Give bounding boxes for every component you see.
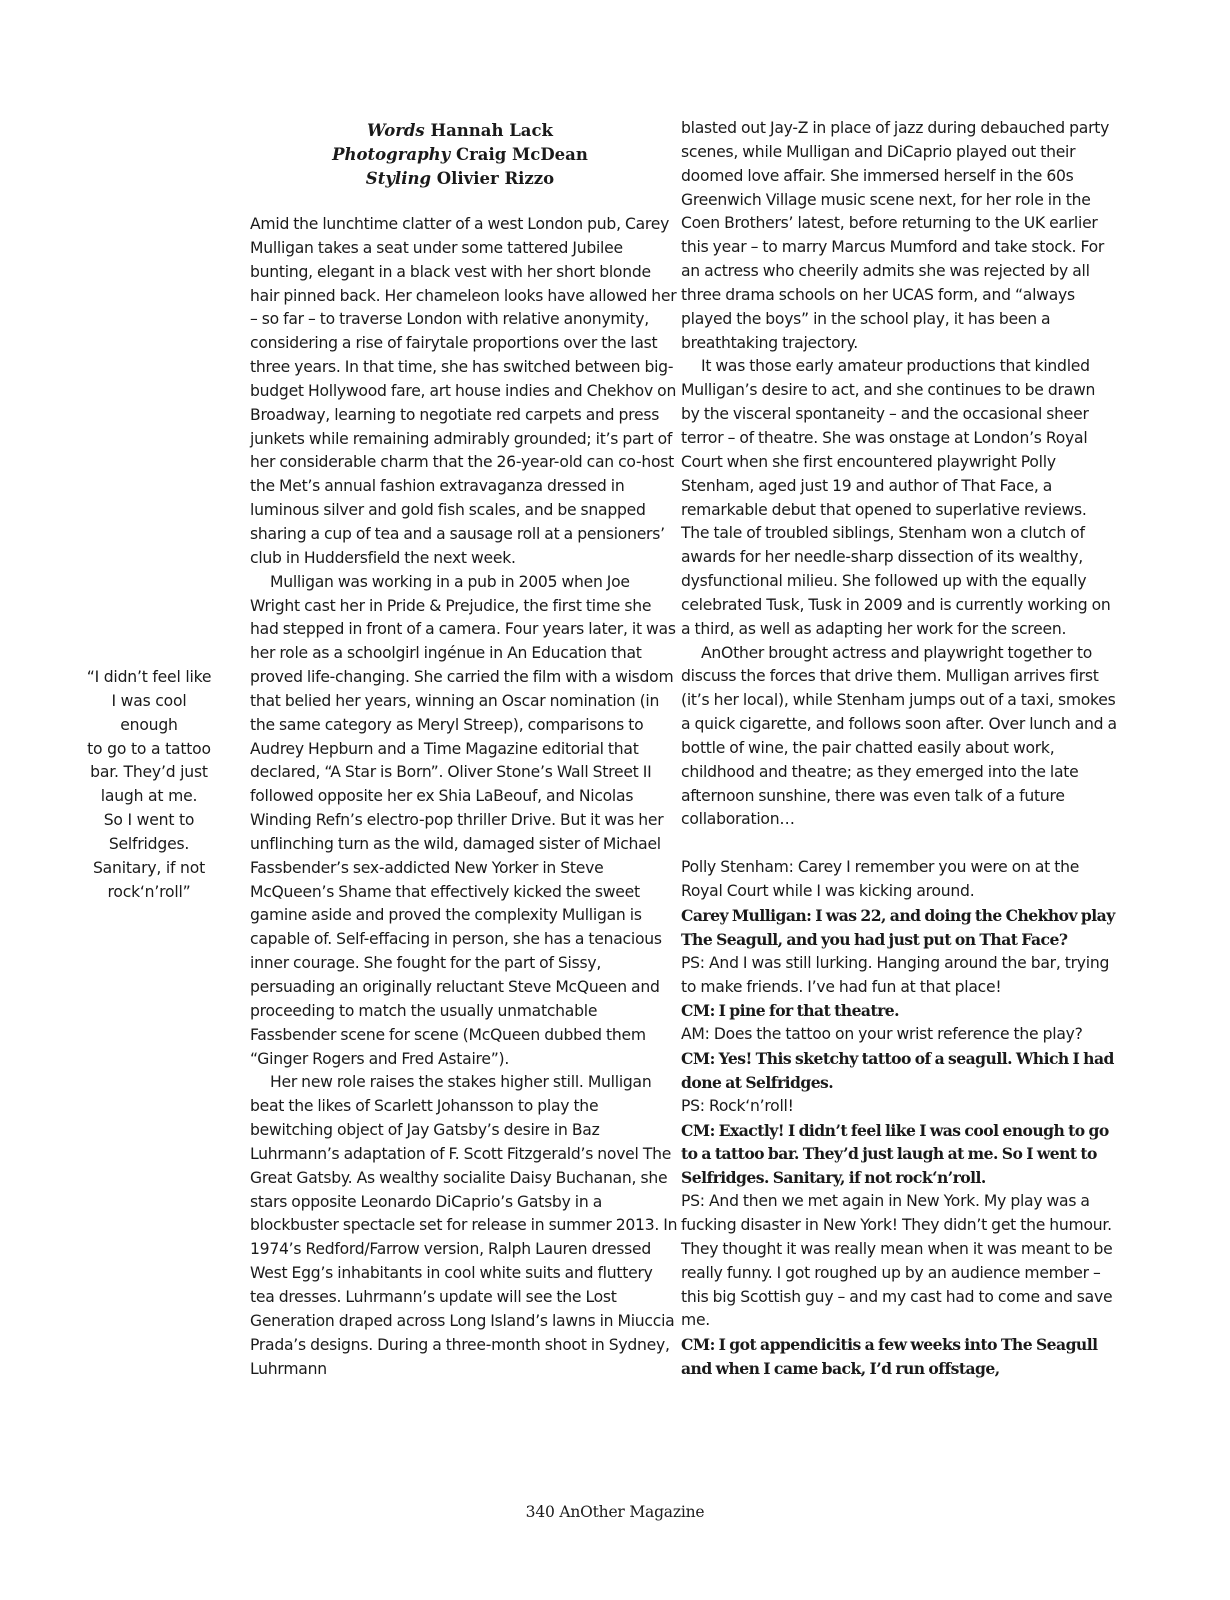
page-footer: 340 AnOther Magazine (525, 1503, 705, 1521)
body-paragraph: It was those early amateur productions that kindled Mulligan’s desire to act, and she continues to be drawn by the visceral spontaneity – and the occasional sheer terror – of theatre. She was onstage at London’s Royal Court when she first encountered playwright Polly Stenham, aged just 19 and author of That Face, a remarkable debut that opened to superlative reviews. The tale of troubled siblings, Stenham won a clutch of awards for her needle-sharp dissection of its wealthy, dysfunctional milieu. She followed up with the equally celebrated Tusk, Tusk in 2009 and is currently working on a third, as well as adapting her work for the screen. (681, 357, 1111, 638)
pull-quote (70, 666, 228, 904)
right-column (681, 117, 1117, 1381)
credit-role: Words (367, 121, 425, 140)
credit-name: Olivier Rizzo (436, 169, 555, 188)
body-paragraph: AnOther brought actress and playwright together to discuss the forces that drive them. Mulligan arrives first (it’s her local), while Stenham jumps out of a taxi, smokes a quick cigarette, and follows soon after. Over lunch and a bottle of wine, the pair chatted easily about work, childhood and theatre; as they emerged into the late afternoon sunshine, there was even talk of a future collaboration… (681, 643, 1117, 829)
pull-quote-line: “I didn’t feel like (86, 668, 212, 686)
credit-words (250, 119, 670, 143)
interview-line-cm: CM: I pine for that theatre. (681, 1001, 900, 1021)
interview-line-cm: Carey Mulligan: I was 22, and doing the Chekhov play The Seagull, and you had just put on That Face? (681, 906, 1115, 949)
credit-role: Photography (332, 145, 451, 164)
body-paragraph: Mulligan was working in a pub in 2005 when Joe Wright cast her in Pride & Prejudice, the first time she had stepped in front of a camera. Four years later, it was her role as a schoolgirl ingénue in An Education that proved life-changing. She carried the film with a wisdom that belied her years, winning an Oscar nomination (in the same category as Meryl Streep), comparisons to Audrey Hepburn and a Time Magazine editorial that declared, “A Star is Born”. Oliver Stone’s Wall Street II followed opposite her ex Shia LaBeouf, and Nicolas Winding Refn’s electro-pop thriller Drive. But it was her unflinching turn as the wild, damaged sister of Michael Fassbender’s sex-addicted New Yorker in Steve McQueen’s Shame that effectively kicked the sweet gamine aside and proved the complexity Mulligan is capable of. Self-effacing in person, she has a tenacious inner courage. She fought for the part of Sissy, persuading an originally reluctant Steve McQueen and proceeding to match the usually unmatchable Fassbender scene for scene (McQueen dubbed them “Ginger Rogers and Fred Astaire”). (250, 572, 676, 1068)
pull-quote-line: Sanitary, if not (92, 858, 205, 877)
article-credits (250, 119, 670, 191)
pull-quote-line: bar. They’d just (90, 763, 208, 782)
credit-styling (250, 167, 670, 191)
pull-quote-line: to go to a tattoo (87, 739, 211, 758)
credit-photography (250, 143, 670, 167)
left-column (250, 213, 680, 1381)
pull-quote-line: I was cool (111, 691, 187, 710)
pull-quote-line: Selfridges. (108, 834, 190, 853)
interview-line-cm: CM: Exactly! I didn’t feel like I was cool enough to go to a tattoo bar. They’d just laugh at me. So I went to Selfridges. Sanitary, if not rock‘n’roll. (681, 1120, 1109, 1188)
credit-role: Styling (365, 169, 431, 188)
credit-name: Hannah Lack (430, 121, 553, 140)
body-paragraph: blasted out Jay-Z in place of jazz during debauched party scenes, while Mulligan and DiCaprio played out their doomed love affair. She immersed herself in the 60s Greenwich Village music scene next, for her role in the Coen Brothers’ latest, before returning to the UK earlier this year – to marry Marcus Mumford and take stock. For an actress who cheerily admits she was rejected by all three drama schools on her UCAS form, and “always played the boys” in the school play, it has been a breathtaking trajectory. (681, 119, 1110, 352)
body-paragraph: Amid the lunchtime clatter of a west London pub, Carey Mulligan takes a seat under some tattered Jubilee bunting, elegant in a black vest with her short blonde hair pinned back. Her chameleon looks have allowed her – so far – to traverse London with relative anonymity, considering a rise of fairytale proportions over the last three years. In that time, she has switched between big-budget Hollywood fare, art house indies and Chekhov on Broadway, learning to negotiate red carpets and press junkets while remaining admirably grounded; it’s part of her considerable charm that the 26-year-old can co-host the Met’s annual fashion extravaganza dressed in luminous silver and gold fish scales, and be snapped sharing a cup of tea and a sausage roll at a pensioners’ club in Huddersfield the next week. (250, 215, 677, 567)
credit-name: Craig McDean (455, 145, 588, 164)
section-gap (681, 832, 1117, 856)
pull-quote-line: laugh at me. (100, 787, 198, 806)
pull-quote-line: rock‘n’roll” (107, 882, 191, 901)
interview-line-cm: CM: I got appendicitis a few weeks into The Seagull and when I came back, I’d run offstage, (681, 1335, 1098, 1379)
pull-quote-line: enough (120, 715, 178, 734)
interview-line-cm: CM: Yes! This sketchy tattoo of a seagull. Which I had done at Selfridges. (681, 1049, 1114, 1092)
interview-line-ps: PS: And I was still lurking. Hanging around the bar, trying to make friends. I’ve had fun at that place! (681, 953, 1110, 996)
body-paragraph: Her new role raises the stakes higher still. Mulligan beat the likes of Scarlett Johansson to play the bewitching object of Jay Gatsby’s desire in Baz Luhrmann’s adaptation of F. Scott Fitzgerald’s novel The Great Gatsby. As wealthy socialite Daisy Buchanan, she stars opposite Leonardo DiCaprio’s Gatsby in a blockbuster spectacle set for release in summer 2013. In 1974’s Redford/Farrow version, Ralph Lauren dressed West Egg’s inhabitants in cool white suits and fluttery tea dresses. Luhrmann’s update will see the Lost Generation draped across Long Island’s lawns in Miuccia Prada’s designs. During a three-month shoot in Sydney, Luhrmann (250, 1073, 678, 1378)
pull-quote-line: So I went to (103, 811, 195, 830)
interview-line-am: AM: Does the tattoo on your wrist reference the play? (681, 1025, 1083, 1044)
interview-line-ps: PS: Rock‘n’roll! (681, 1096, 794, 1115)
interview-line-ps: PS: And then we met again in New York. My play was a fucking disaster in New York! They didn’t get the humour. They thought it was really mean when it was meant to be really funny. I got roughed up by an audience member – this big Scottish guy – and my cast had to come and save me. (681, 1192, 1113, 1330)
interview-line-ps: Polly Stenham: Carey I remember you were on at the Royal Court while I was kicking around. (681, 858, 1080, 901)
